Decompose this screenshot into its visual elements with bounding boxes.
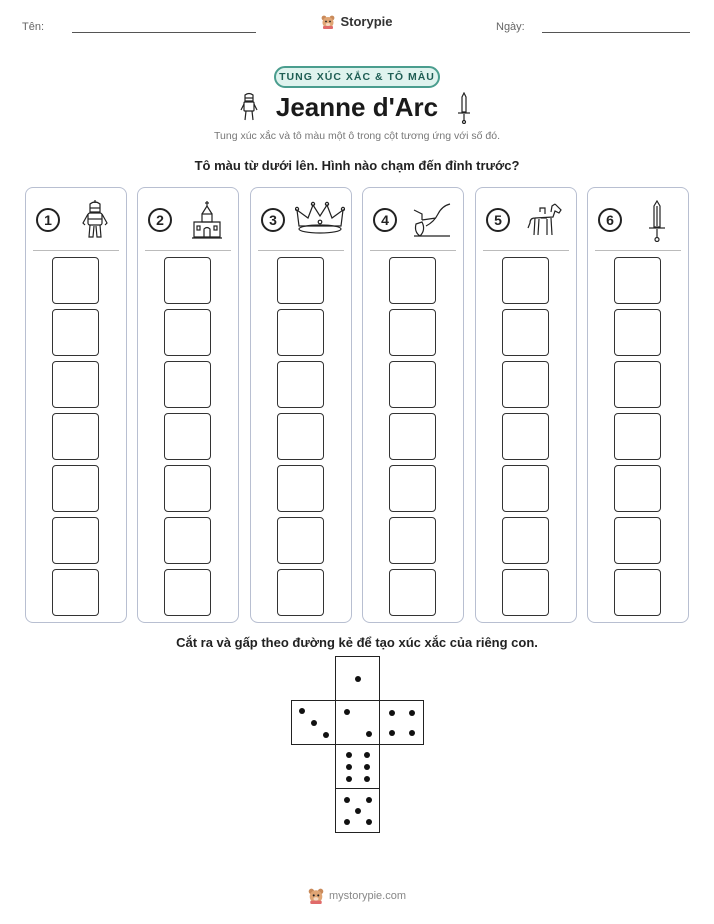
color-box[interactable] [502, 309, 549, 356]
column-number: 2 [148, 208, 172, 232]
column-4 [362, 187, 464, 623]
bear-icon [308, 888, 324, 904]
color-box[interactable] [52, 569, 99, 616]
column-number: 6 [598, 208, 622, 232]
column-number: 3 [261, 208, 285, 232]
page-title: Jeanne d'Arc [275, 92, 439, 122]
dice-pip [344, 797, 350, 803]
dice-pip [366, 819, 372, 825]
column-3 [250, 187, 352, 623]
dice-pip [366, 731, 372, 737]
column-divider [483, 250, 569, 251]
dice-face-6 [335, 744, 380, 789]
subtitle: Tung xúc xắc và tô màu một ô trong cột tương ứng với số đó. [214, 130, 500, 142]
color-box[interactable] [389, 517, 436, 564]
color-box[interactable] [277, 569, 324, 616]
column-5 [475, 187, 577, 623]
dice-face-3 [291, 700, 336, 745]
bear-icon [321, 15, 335, 29]
color-box[interactable] [502, 361, 549, 408]
crown-icon [295, 200, 345, 241]
color-box[interactable] [502, 517, 549, 564]
dice-pip [346, 752, 352, 758]
color-box[interactable] [52, 465, 99, 512]
color-box[interactable] [614, 413, 661, 460]
color-box[interactable] [52, 361, 99, 408]
name-label: Tên: [22, 21, 45, 33]
activity-badge: TUNG XÚC XẮC & TÔ MÀU [274, 66, 440, 88]
color-box[interactable] [164, 309, 211, 356]
plow-icon [412, 200, 452, 245]
dice-pip [389, 730, 395, 736]
brand-name: Storypie [340, 14, 393, 29]
color-box[interactable] [389, 361, 436, 408]
sword-icon [647, 200, 667, 247]
color-box[interactable] [502, 465, 549, 512]
dice-face-4 [379, 700, 424, 745]
color-box[interactable] [614, 361, 661, 408]
sword-icon [457, 92, 471, 129]
color-box[interactable] [164, 517, 211, 564]
color-box[interactable] [277, 309, 324, 356]
brand-logo [0, 14, 714, 29]
dice-pip [364, 764, 370, 770]
name-line[interactable] [72, 32, 256, 33]
dice-pip [364, 752, 370, 758]
dice-face-1 [335, 656, 380, 701]
column-divider [370, 250, 456, 251]
color-box[interactable] [277, 517, 324, 564]
color-box[interactable] [502, 569, 549, 616]
color-box[interactable] [52, 309, 99, 356]
color-box[interactable] [389, 257, 436, 304]
dice-pip [344, 709, 350, 715]
dice-pip [311, 720, 317, 726]
color-box[interactable] [52, 257, 99, 304]
column-divider [33, 250, 119, 251]
color-box[interactable] [614, 569, 661, 616]
knight-icon [80, 200, 110, 245]
column-divider [145, 250, 231, 251]
color-box[interactable] [389, 413, 436, 460]
color-box[interactable] [52, 517, 99, 564]
color-box[interactable] [502, 257, 549, 304]
dice-pip [389, 710, 395, 716]
color-box[interactable] [164, 257, 211, 304]
dice-pip [409, 710, 415, 716]
color-box[interactable] [502, 413, 549, 460]
dice-pip [346, 776, 352, 782]
color-box[interactable] [277, 361, 324, 408]
column-number: 1 [36, 208, 60, 232]
dice-pip [409, 730, 415, 736]
color-box[interactable] [164, 361, 211, 408]
dice-pip [344, 819, 350, 825]
date-line[interactable] [542, 32, 690, 33]
dice-pip [364, 776, 370, 782]
color-box[interactable] [277, 413, 324, 460]
dice-pip [323, 732, 329, 738]
column-number: 5 [486, 208, 510, 232]
color-box[interactable] [389, 309, 436, 356]
color-box[interactable] [614, 309, 661, 356]
column-6 [587, 187, 689, 623]
color-box[interactable] [164, 413, 211, 460]
color-box[interactable] [614, 257, 661, 304]
column-1 [25, 187, 127, 623]
color-box[interactable] [277, 257, 324, 304]
dice-pip [355, 676, 361, 682]
dice-face-2 [335, 700, 380, 745]
church-icon [191, 200, 223, 245]
horse-icon [525, 200, 565, 243]
dice-face-5 [335, 788, 380, 833]
column-2 [137, 187, 239, 623]
dice-pip [355, 808, 361, 814]
column-divider [258, 250, 344, 251]
dice-pip [299, 708, 305, 714]
color-box[interactable] [277, 465, 324, 512]
footer-url: mystorypie.com [328, 890, 407, 902]
color-box[interactable] [614, 517, 661, 564]
date-label: Ngày: [496, 21, 525, 33]
color-box[interactable] [614, 465, 661, 512]
color-box[interactable] [52, 413, 99, 460]
color-box[interactable] [389, 465, 436, 512]
column-number: 4 [373, 208, 397, 232]
footer [0, 888, 714, 904]
dice-pip [346, 764, 352, 770]
cut-instruction: Cắt ra và gấp theo đường kẻ để tạo xúc xắc của riêng con. [176, 635, 538, 650]
dice-pip [366, 797, 372, 803]
color-box[interactable] [164, 569, 211, 616]
column-divider [595, 250, 681, 251]
color-box[interactable] [389, 569, 436, 616]
color-box[interactable] [164, 465, 211, 512]
color-instruction: Tô màu từ dưới lên. Hình nào chạm đến đỉnh trước? [194, 158, 520, 173]
